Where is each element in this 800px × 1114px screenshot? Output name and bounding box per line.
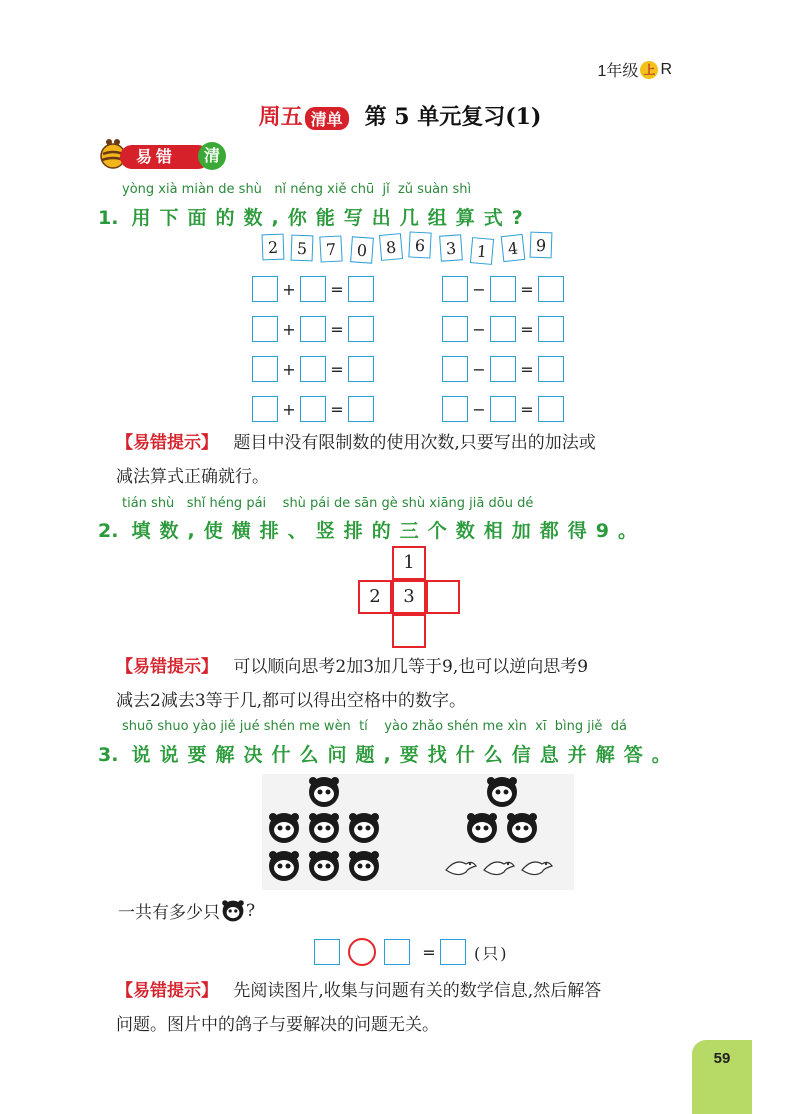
unit-label: (只) bbox=[474, 943, 509, 963]
plus-sign: + bbox=[282, 359, 296, 379]
answer-box[interactable] bbox=[348, 396, 374, 422]
addition-row bbox=[252, 316, 374, 342]
panda-icon bbox=[467, 813, 497, 843]
dove-icon bbox=[484, 862, 514, 875]
answer-box[interactable] bbox=[490, 276, 516, 302]
number-card: 3 bbox=[439, 234, 463, 261]
minus-sign: − bbox=[472, 399, 486, 419]
q1-text: 用下面的数,你能写出几组算式? bbox=[131, 207, 532, 229]
q3-pinyin: shuō shuo yào jiě jué shén me wèn tí yào zhǎo shén me xìn xī bìng jiě dá bbox=[122, 719, 627, 734]
animals-illustration bbox=[262, 774, 574, 890]
answer-box[interactable] bbox=[440, 939, 466, 965]
hint-line: 减去2减去3等于几,都可以得出空格中的数字。 bbox=[116, 691, 467, 711]
answer-box[interactable] bbox=[442, 396, 468, 422]
number-card: 2 bbox=[262, 234, 285, 261]
answer-box[interactable] bbox=[314, 939, 340, 965]
hint-tag: 【易错提示】 bbox=[116, 981, 218, 1001]
title-day: 周五 bbox=[258, 104, 303, 130]
plus-sign: + bbox=[282, 279, 296, 299]
cross-cell-top: 1 bbox=[392, 546, 426, 580]
cross-cell-right[interactable] bbox=[426, 580, 460, 614]
answer-box[interactable] bbox=[348, 276, 374, 302]
minus-sign: − bbox=[472, 319, 486, 339]
title-unit: 第 5 单元复习(1) bbox=[364, 104, 542, 130]
equals-sign: = bbox=[330, 279, 344, 299]
equals-sign: = bbox=[520, 319, 534, 339]
panda-icon bbox=[309, 777, 339, 807]
animals-picture bbox=[262, 774, 574, 890]
addition-row bbox=[252, 276, 374, 302]
hint-tag: 【易错提示】 bbox=[116, 433, 218, 453]
subtraction-row bbox=[442, 276, 564, 302]
q1-pinyin: yòng xià miàn de shù nǐ néng xiě chū jǐ zǔ suàn shì bbox=[122, 182, 472, 197]
plus-sign: + bbox=[282, 319, 296, 339]
answer-box[interactable] bbox=[538, 396, 564, 422]
cross-grid bbox=[358, 546, 462, 650]
cross-cell-bottom[interactable] bbox=[392, 614, 426, 648]
equals-sign: = bbox=[330, 319, 344, 339]
addition-row bbox=[252, 396, 374, 422]
grade-label bbox=[598, 58, 672, 81]
q3-equation bbox=[314, 938, 509, 966]
number-card: 7 bbox=[319, 235, 342, 262]
minus-sign: − bbox=[472, 359, 486, 379]
panda-icon bbox=[309, 851, 339, 881]
volume-badge: 上 bbox=[640, 61, 658, 79]
title-badge: 清单 bbox=[305, 107, 349, 130]
answer-box[interactable] bbox=[252, 276, 278, 302]
cross-cell-center: 3 bbox=[392, 580, 426, 614]
q1-question bbox=[98, 203, 532, 230]
q1-number: 1. bbox=[98, 207, 119, 229]
q2-hint bbox=[116, 650, 716, 718]
q3-number: 3. bbox=[98, 744, 119, 766]
dove-icon bbox=[522, 862, 552, 875]
equals-sign: = bbox=[520, 279, 534, 299]
q1-hint bbox=[116, 426, 716, 494]
panda-icon bbox=[220, 899, 246, 923]
answer-box[interactable] bbox=[252, 356, 278, 382]
q3-question bbox=[98, 740, 680, 767]
panda-icon bbox=[269, 813, 299, 843]
error-prone-banner bbox=[98, 142, 226, 172]
number-card: 6 bbox=[408, 231, 431, 258]
page-number: 59 bbox=[713, 1050, 731, 1067]
subtraction-row bbox=[442, 316, 564, 342]
ask-text: 一共有多少只 bbox=[118, 903, 220, 923]
q2-pinyin: tián shù shǐ héng pái shù pái de sān gè shù xiāng jiā dōu dé bbox=[122, 496, 534, 511]
answer-box[interactable] bbox=[348, 316, 374, 342]
plus-sign: + bbox=[282, 399, 296, 419]
number-card: 1 bbox=[470, 237, 494, 265]
panda-icon bbox=[349, 851, 379, 881]
equals-sign: = bbox=[520, 399, 534, 419]
q3-hint bbox=[116, 974, 716, 1042]
equals-sign: = bbox=[422, 942, 436, 962]
number-card: 5 bbox=[291, 235, 314, 262]
number-card: 8 bbox=[379, 233, 403, 261]
page-number-tab bbox=[692, 1040, 752, 1114]
q2-number: 2. bbox=[98, 520, 119, 542]
ask-mark: ? bbox=[246, 900, 256, 921]
minus-sign: − bbox=[472, 279, 486, 299]
hint-tag: 【易错提示】 bbox=[116, 657, 218, 677]
number-cards bbox=[262, 232, 562, 264]
edition-text: R bbox=[660, 60, 672, 78]
answer-box[interactable] bbox=[300, 396, 326, 422]
hint-line: 可以顺向思考2加3加几等于9,也可以逆向思考9 bbox=[233, 657, 589, 677]
cross-cell-left: 2 bbox=[358, 580, 392, 614]
answer-box[interactable] bbox=[490, 316, 516, 342]
answer-box[interactable] bbox=[538, 316, 564, 342]
grade-text: 1年级 bbox=[597, 63, 639, 80]
hint-line: 问题。图片中的鸽子与要解决的问题无关。 bbox=[116, 1015, 439, 1035]
answer-box[interactable] bbox=[300, 276, 326, 302]
banner-circle: 清 bbox=[198, 142, 226, 170]
number-card: 9 bbox=[530, 232, 553, 259]
operator-circle[interactable] bbox=[348, 938, 376, 966]
hint-line: 题目中没有限制数的使用次数,只要写出的加法或 bbox=[233, 433, 596, 453]
q2-text: 填数,使横排、竖排的三个数相加都得9。 bbox=[131, 520, 646, 542]
equals-sign: = bbox=[520, 359, 534, 379]
answer-box[interactable] bbox=[538, 356, 564, 382]
equals-sign: = bbox=[330, 399, 344, 419]
panda-icon bbox=[487, 777, 517, 807]
answer-box[interactable] bbox=[538, 276, 564, 302]
banner-label: 易错 bbox=[120, 145, 210, 169]
answer-box[interactable] bbox=[384, 939, 410, 965]
answer-box[interactable] bbox=[442, 316, 468, 342]
answer-box[interactable] bbox=[300, 316, 326, 342]
hint-line: 减法算式正确就行。 bbox=[116, 467, 269, 487]
page-title bbox=[0, 100, 800, 131]
panda-icon bbox=[507, 813, 537, 843]
subtraction-row bbox=[442, 356, 564, 382]
panda-icon bbox=[349, 813, 379, 843]
hint-line: 先阅读图片,收集与问题有关的数学信息,然后解答 bbox=[233, 981, 602, 1001]
answer-box[interactable] bbox=[348, 356, 374, 382]
equals-sign: = bbox=[330, 359, 344, 379]
q2-question bbox=[98, 516, 646, 543]
subtraction-row bbox=[442, 396, 564, 422]
answer-box[interactable] bbox=[442, 276, 468, 302]
number-card: 0 bbox=[350, 236, 374, 263]
answer-box[interactable] bbox=[442, 356, 468, 382]
answer-box[interactable] bbox=[490, 356, 516, 382]
panda-icon bbox=[309, 813, 339, 843]
number-card: 4 bbox=[501, 234, 526, 262]
q3-text: 说说要解决什么问题,要找什么信息并解答。 bbox=[131, 744, 680, 766]
answer-box[interactable] bbox=[252, 396, 278, 422]
addition-row bbox=[252, 356, 374, 382]
answer-box[interactable] bbox=[300, 356, 326, 382]
answer-box[interactable] bbox=[252, 316, 278, 342]
dove-icon bbox=[446, 862, 476, 875]
q3-ask bbox=[118, 898, 255, 923]
answer-box[interactable] bbox=[490, 396, 516, 422]
panda-icon bbox=[269, 851, 299, 881]
